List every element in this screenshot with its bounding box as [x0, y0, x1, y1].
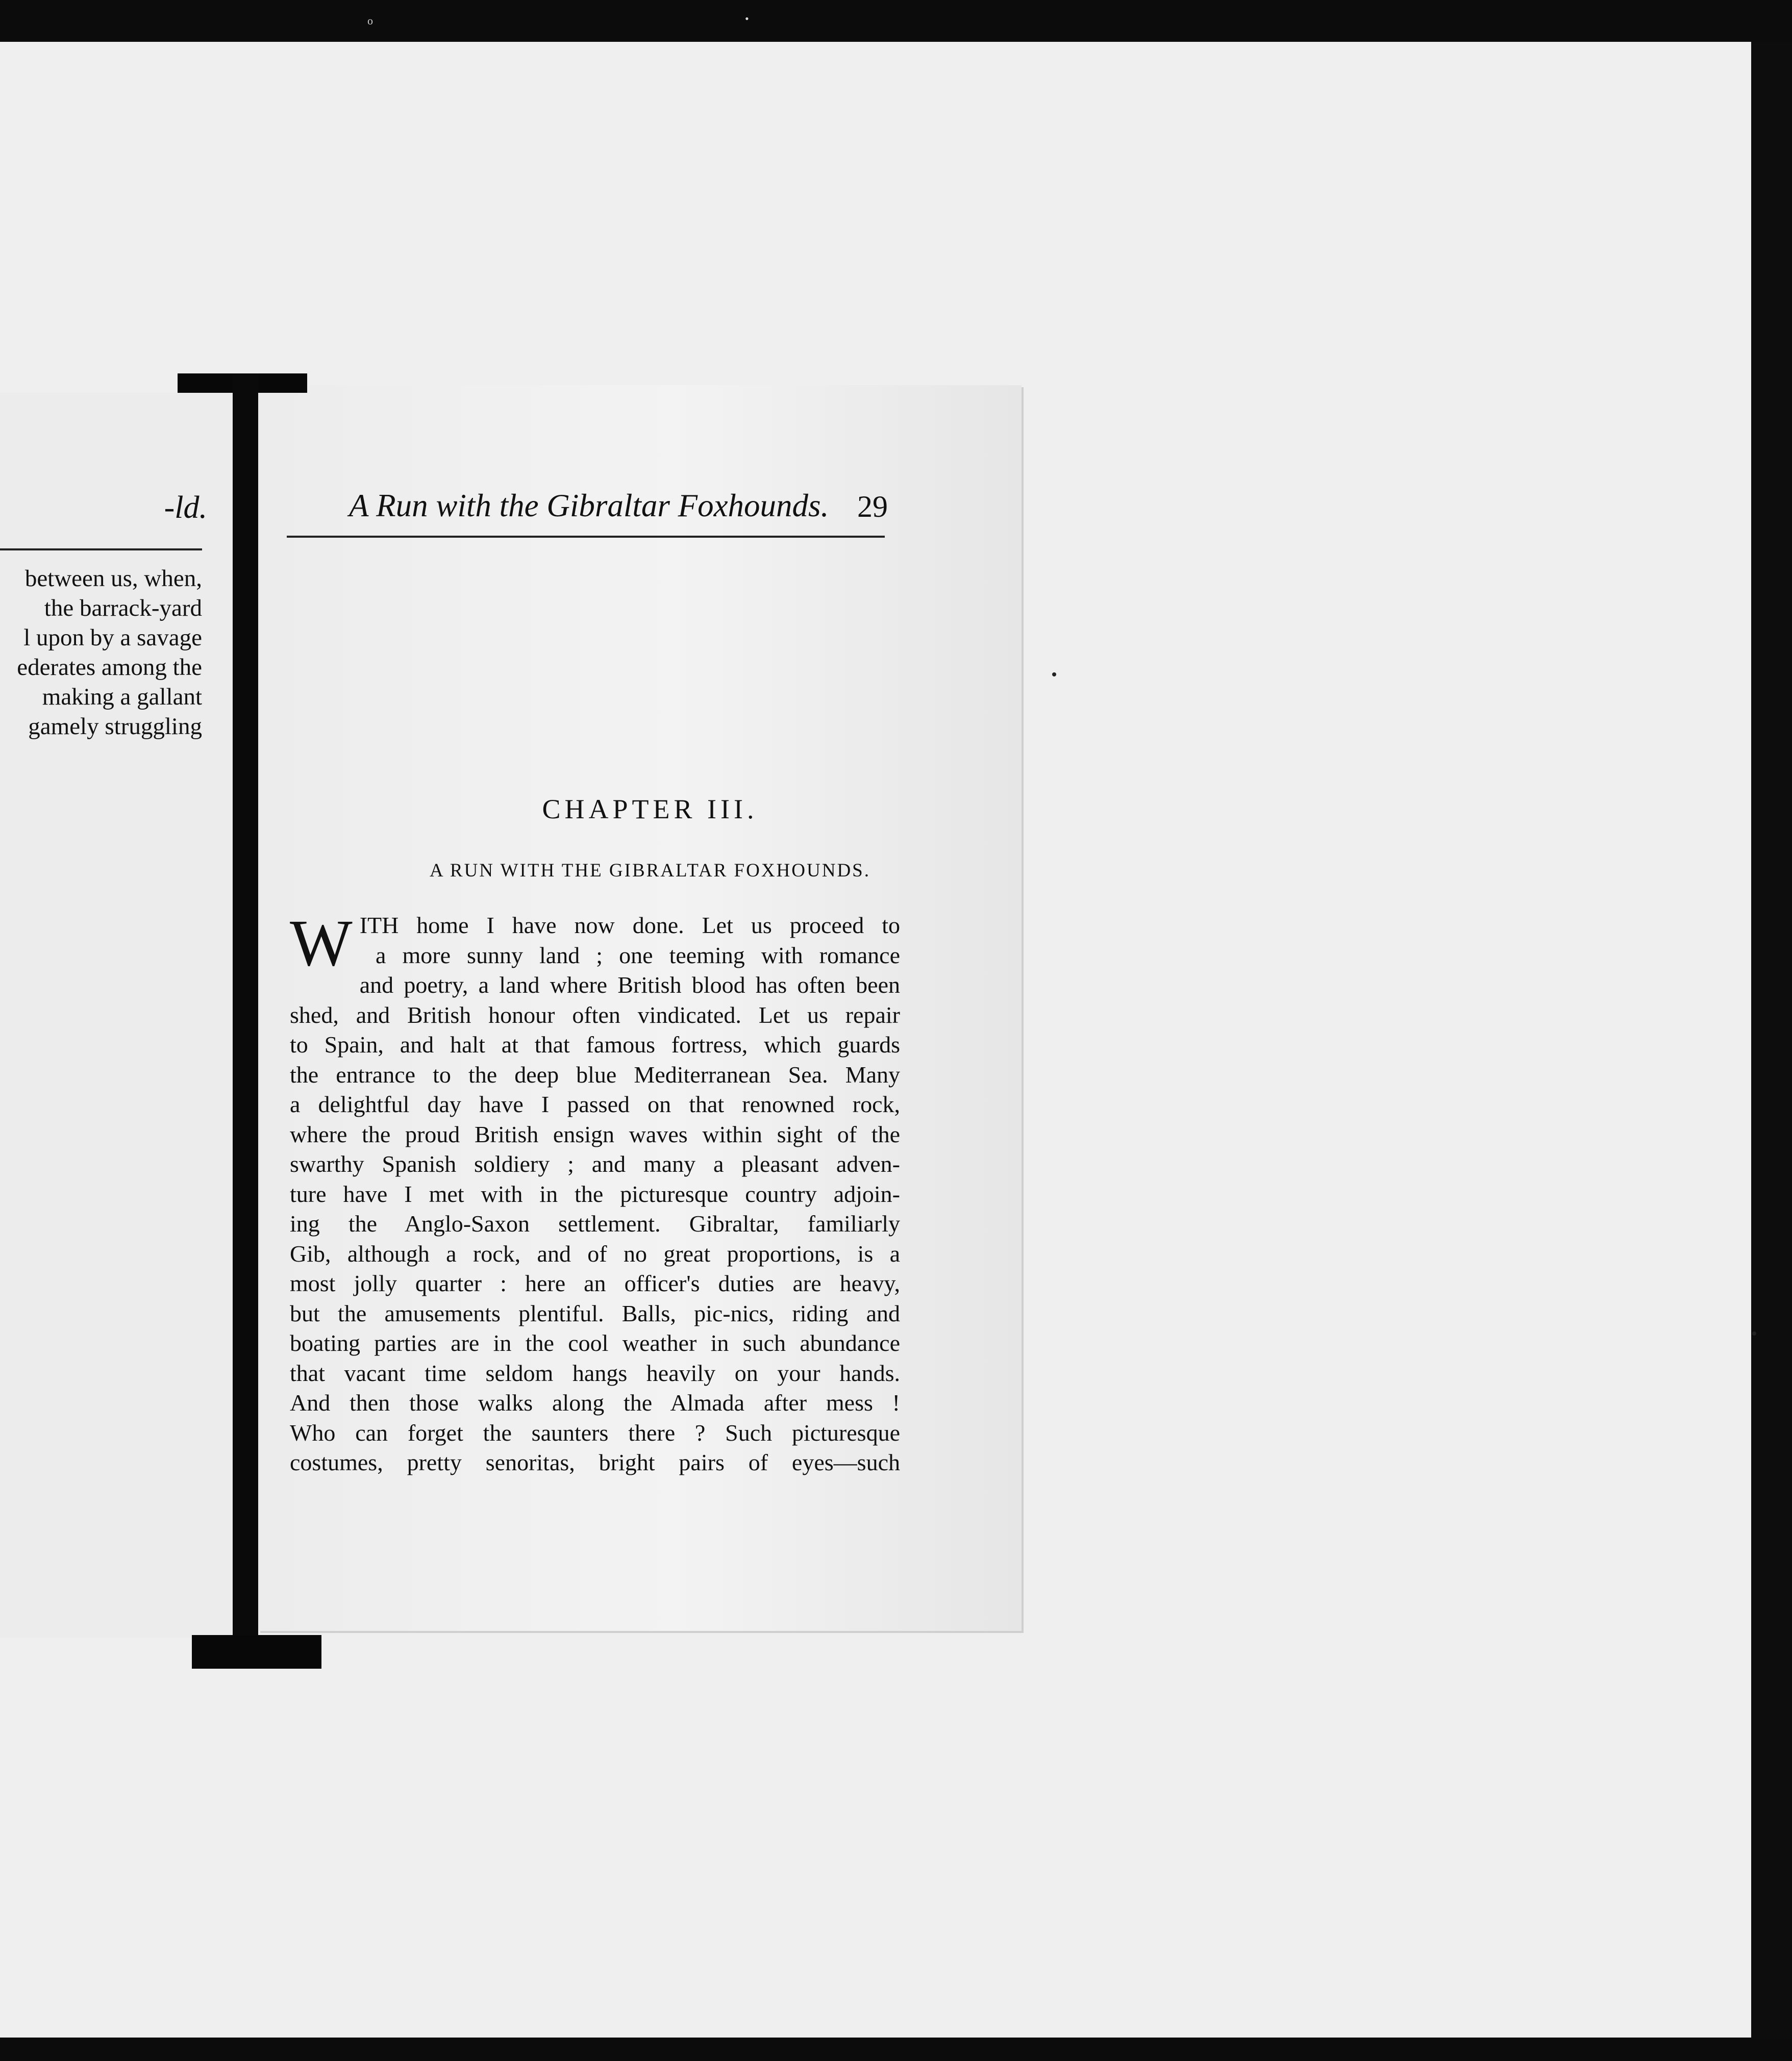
text-line: Gib, although a rock, and of no great proportions, is a	[290, 1240, 900, 1267]
running-header	[288, 487, 888, 528]
text-line: a delightful day have I passed on that renowned rock,	[290, 1091, 900, 1117]
text-line: l upon by a savage	[23, 624, 202, 651]
book-clamp-bottom	[192, 1635, 321, 1669]
page-number: 29	[857, 490, 888, 523]
previous-page-header-rule	[0, 548, 202, 550]
chapter-body-text	[290, 907, 900, 1478]
dust-speck	[1052, 672, 1056, 676]
previous-page-header: -ld.	[164, 490, 207, 525]
scan-right-border	[1751, 42, 1792, 2038]
text-line: that vacant time seldom hangs heavily on your hands.	[290, 1360, 900, 1386]
top-edge-marks	[0, 14, 1792, 30]
text-line: costumes, pretty senoritas, bright pairs of eyes—such	[290, 1449, 900, 1475]
previous-page-text	[0, 564, 202, 741]
text-line: a more sunny land ; one teeming with romance	[376, 942, 900, 968]
text-line: where the proud British ensign waves within sight of the	[290, 1121, 900, 1147]
text-line: ederates among the	[17, 654, 202, 681]
text-line: making a gallant	[42, 684, 202, 710]
previous-page-fragment	[0, 393, 248, 1638]
running-title: A Run with the Gibraltar Foxhounds.	[349, 488, 829, 523]
text-line: but the amusements plentiful. Balls, pic-nics, riding and	[290, 1300, 900, 1326]
text-line: Who can forget the saunters there ? Such picturesque	[290, 1419, 900, 1446]
text-line: swarthy Spanish soldiery ; and many a pleasant adven-	[290, 1151, 900, 1177]
text-line: And then those walks along the Almada after mess !	[290, 1390, 900, 1416]
text-line: shed, and British honour often vindicated. Let us repair	[290, 1001, 900, 1028]
header-rule	[287, 536, 885, 538]
text-line: between us, when,	[24, 565, 202, 592]
text-line: the barrack-yard	[44, 595, 202, 621]
text-line: ITH home I have now done. Let us proceed to	[359, 912, 900, 938]
speck: •	[745, 12, 749, 25]
chapter-heading: CHAPTER III.	[542, 794, 758, 824]
drop-cap: W	[290, 907, 353, 980]
book-page	[258, 385, 1022, 1631]
text-line: ture have I met with in the picturesque country adjoin-	[290, 1180, 900, 1207]
speck: o	[367, 14, 373, 27]
text-line: the entrance to the deep blue Mediterranean Sea. Many	[290, 1061, 900, 1088]
text-line: most jolly quarter : here an officer's duties are heavy,	[290, 1270, 900, 1296]
dust-speck	[1752, 1331, 1756, 1336]
text-line: ing the Anglo-Saxon settlement. Gibraltar, familiarly	[290, 1211, 900, 1237]
text-line: gamely struggling	[28, 713, 202, 740]
text-line: to Spain, and halt at that famous fortress, which guards	[290, 1032, 900, 1058]
chapter-subtitle: A RUN WITH THE GIBRALTAR FOXHOUNDS.	[429, 860, 870, 881]
book-clamp-bar	[233, 373, 258, 1639]
text-line: boating parties are in the cool weather in such abundance	[290, 1330, 900, 1356]
text-line: and poetry, a land where British blood has often been	[359, 972, 900, 998]
